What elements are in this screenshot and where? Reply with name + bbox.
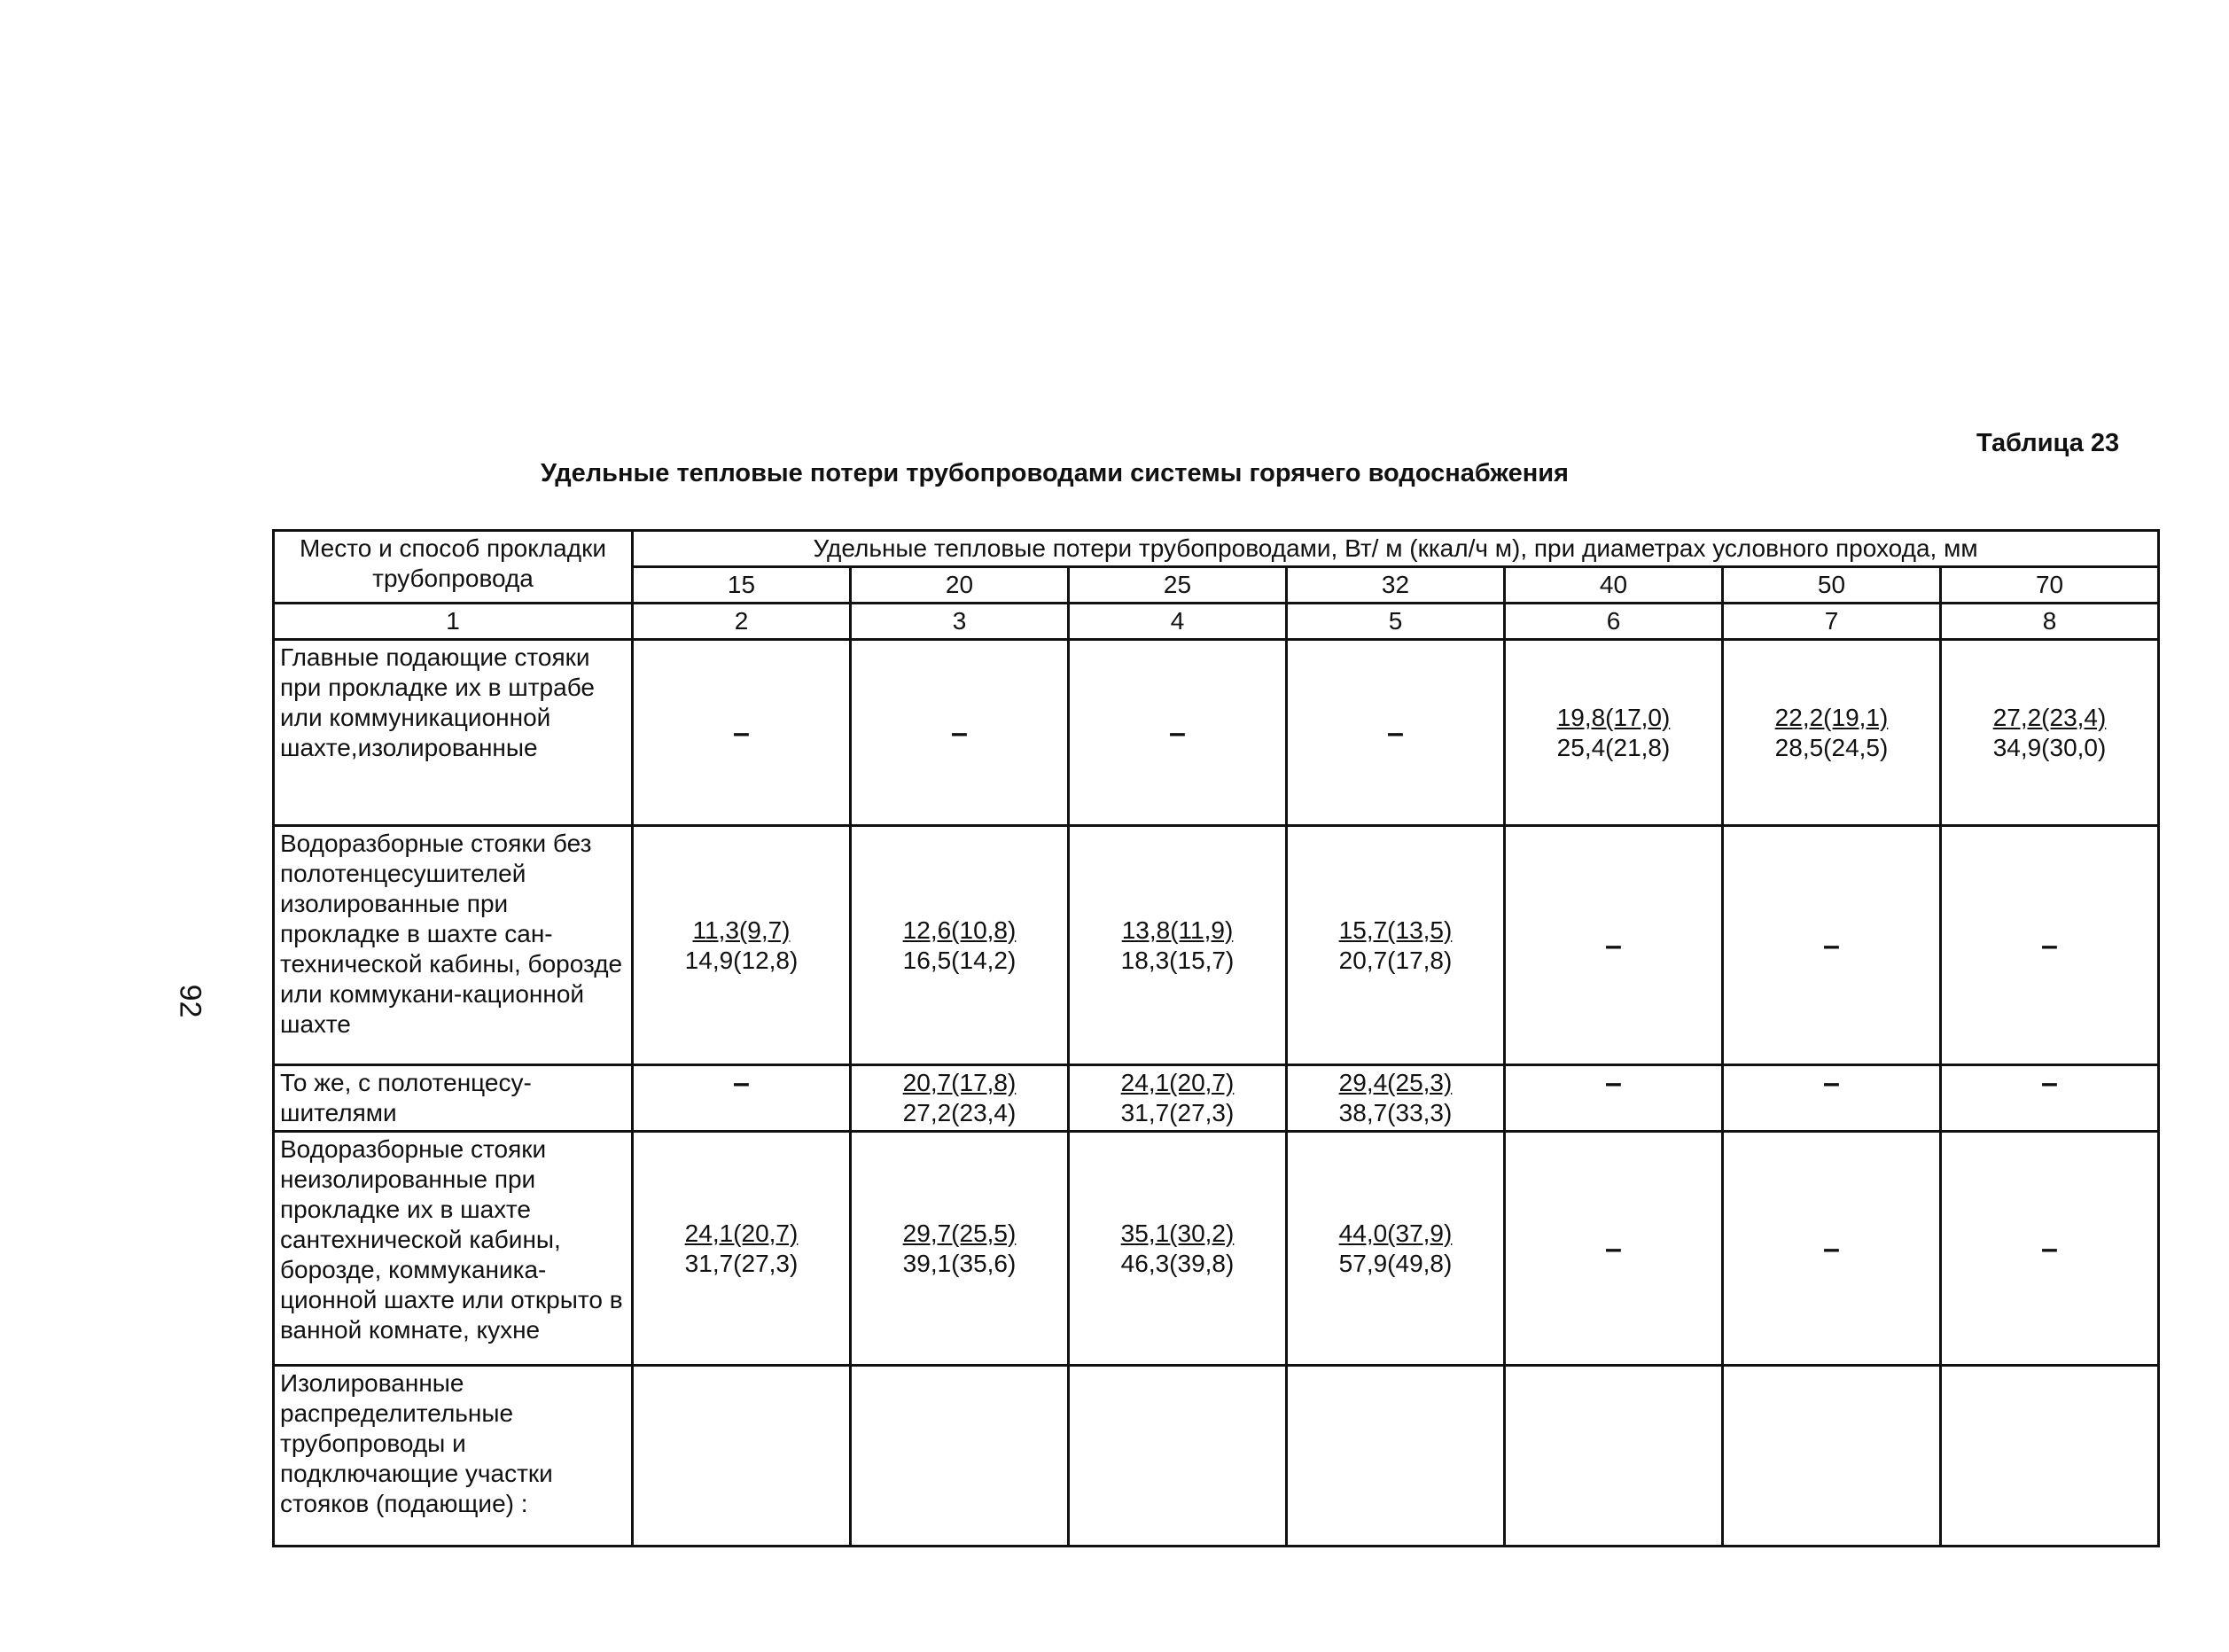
table-row	[274, 1366, 2159, 1547]
value-top: 15,7(13,5)	[1338, 916, 1453, 944]
value-cell	[1287, 1366, 1505, 1547]
header-row	[274, 531, 2159, 567]
value-cell	[1287, 826, 1505, 1065]
diameter-32: 32	[1287, 567, 1505, 604]
value-cell	[851, 1065, 1069, 1132]
value-top: 24,1(20,7)	[1120, 1069, 1235, 1096]
value-cell	[1287, 1065, 1505, 1132]
value-cell	[851, 1132, 1069, 1366]
value-cell	[1505, 1065, 1723, 1132]
value-cell	[1723, 640, 1941, 826]
value-cell	[1941, 826, 2159, 1065]
column-number: 3	[851, 604, 1069, 640]
place-cell: Водоразборные стояки неизолированные при прокладке их в шахте сантехнической кабины, борозде, коммуканика-ционной шахте или открыто в ванной комнате, кухне	[274, 1132, 633, 1366]
value-cell	[633, 1065, 851, 1132]
value-bottom: 46,3(39,8)	[1120, 1249, 1235, 1277]
diameter-70: 70	[1941, 567, 2159, 604]
value-top: –	[1605, 928, 1622, 962]
value-top: –	[1823, 1066, 1840, 1100]
value-bottom: 18,3(15,7)	[1120, 946, 1235, 974]
document-title: Удельные тепловые потери трубопроводами системы горячего водоснабжения	[541, 459, 1569, 487]
value-cell	[1941, 640, 2159, 826]
value-top: 27,2(23,4)	[1992, 703, 2107, 731]
column-number: 7	[1723, 604, 1941, 640]
diameter-15: 15	[633, 567, 851, 604]
column-number: 2	[633, 604, 851, 640]
place-cell: Главные подающие стояки при прокладке их в штрабе или коммуникационной шахте,изолированные	[274, 640, 633, 826]
value-cell	[851, 826, 1069, 1065]
value-top: –	[1169, 715, 1186, 750]
place-cell: Изолированные распределительные трубопроводы и подключающие участки стояков (подающие) :	[274, 1366, 633, 1547]
header-heat-loss: Удельные тепловые потери трубопроводами, Вт/ м (ккал/ч м), при диаметрах условного прохода, мм	[633, 531, 2159, 567]
table-row	[274, 826, 2159, 1065]
value-bottom: 34,9(30,0)	[1992, 733, 2107, 761]
value-cell	[1941, 1366, 2159, 1547]
value-top: 29,7(25,5)	[902, 1219, 1017, 1247]
value-cell	[633, 1366, 851, 1547]
value-cell	[633, 1132, 851, 1366]
value-cell	[1505, 1366, 1723, 1547]
page-number: 92	[173, 984, 207, 1018]
value-top: 24,1(20,7)	[684, 1219, 799, 1247]
value-top: –	[1387, 715, 1404, 750]
value-top: 19,8(17,0)	[1556, 703, 1671, 731]
value-cell	[1287, 640, 1505, 826]
value-top: 11,3(9,7)	[692, 916, 791, 944]
value-bottom: 31,7(27,3)	[1120, 1099, 1235, 1126]
value-top: 29,4(25,3)	[1338, 1069, 1453, 1096]
value-cell	[1723, 1366, 1941, 1547]
value-top: –	[733, 1066, 750, 1100]
value-cell	[1069, 826, 1287, 1065]
value-cell	[1723, 1065, 1941, 1132]
value-top: 44,0(37,9)	[1338, 1219, 1453, 1247]
value-cell	[1287, 1132, 1505, 1366]
value-top: 20,7(17,8)	[902, 1069, 1017, 1096]
diameter-25: 25	[1069, 567, 1287, 604]
header-place: Место и способ прокладки трубопровода	[274, 531, 633, 604]
value-bottom: 57,9(49,8)	[1338, 1249, 1453, 1277]
value-cell	[1069, 640, 1287, 826]
value-cell	[633, 640, 851, 826]
value-top: 35,1(30,2)	[1120, 1219, 1235, 1247]
place-cell: Водоразборные стояки без полотенцесушителей изолированные при прокладке в шахте сан-технической кабины, борозде или коммукани-кационной шахте	[274, 826, 633, 1065]
value-bottom: 14,9(12,8)	[684, 946, 799, 974]
table-row	[274, 1132, 2159, 1366]
value-cell	[851, 1366, 1069, 1547]
value-bottom: 28,5(24,5)	[1774, 733, 1889, 761]
value-bottom: 27,2(23,4)	[902, 1099, 1017, 1126]
value-cell	[1941, 1065, 2159, 1132]
value-cell	[1723, 1132, 1941, 1366]
column-number: 6	[1505, 604, 1723, 640]
column-number-row	[274, 604, 2159, 640]
heat-loss-table	[272, 529, 2160, 1547]
value-top: –	[1823, 928, 1840, 962]
value-top: –	[1605, 1231, 1622, 1266]
value-top: –	[2041, 1066, 2058, 1100]
diameter-50: 50	[1723, 567, 1941, 604]
value-top: 12,6(10,8)	[902, 916, 1017, 944]
value-cell	[633, 826, 851, 1065]
table-row	[274, 640, 2159, 826]
value-cell	[1505, 1132, 1723, 1366]
value-bottom: 31,7(27,3)	[684, 1249, 799, 1277]
value-bottom: 39,1(35,6)	[902, 1249, 1017, 1277]
value-cell	[1505, 826, 1723, 1065]
column-number: 8	[1941, 604, 2159, 640]
diameter-20: 20	[851, 567, 1069, 604]
value-bottom: 38,7(33,3)	[1338, 1099, 1453, 1126]
value-top: –	[1605, 1066, 1622, 1100]
place-cell: То же, с полотенцесу-шителями	[274, 1065, 633, 1132]
column-number: 1	[274, 604, 633, 640]
diameter-40: 40	[1505, 567, 1723, 604]
value-top: 22,2(19,1)	[1774, 703, 1889, 731]
value-cell	[1069, 1065, 1287, 1132]
value-top: –	[951, 715, 968, 750]
value-cell	[1723, 826, 1941, 1065]
value-cell	[1941, 1132, 2159, 1366]
value-cell	[1505, 640, 1723, 826]
value-top: –	[733, 715, 750, 750]
value-cell	[1069, 1366, 1287, 1547]
value-bottom: 20,7(17,8)	[1338, 946, 1453, 974]
column-number: 5	[1287, 604, 1505, 640]
value-bottom: 16,5(14,2)	[902, 946, 1017, 974]
value-cell	[851, 640, 1069, 826]
value-bottom: 25,4(21,8)	[1556, 733, 1671, 761]
table-label: Таблица 23	[1976, 429, 2120, 457]
value-top: –	[1823, 1231, 1840, 1266]
value-cell	[1069, 1132, 1287, 1366]
column-number: 4	[1069, 604, 1287, 640]
value-top: –	[2041, 928, 2058, 962]
value-top: –	[2041, 1231, 2058, 1266]
value-top: 13,8(11,9)	[1121, 916, 1234, 944]
table-row	[274, 1065, 2159, 1132]
